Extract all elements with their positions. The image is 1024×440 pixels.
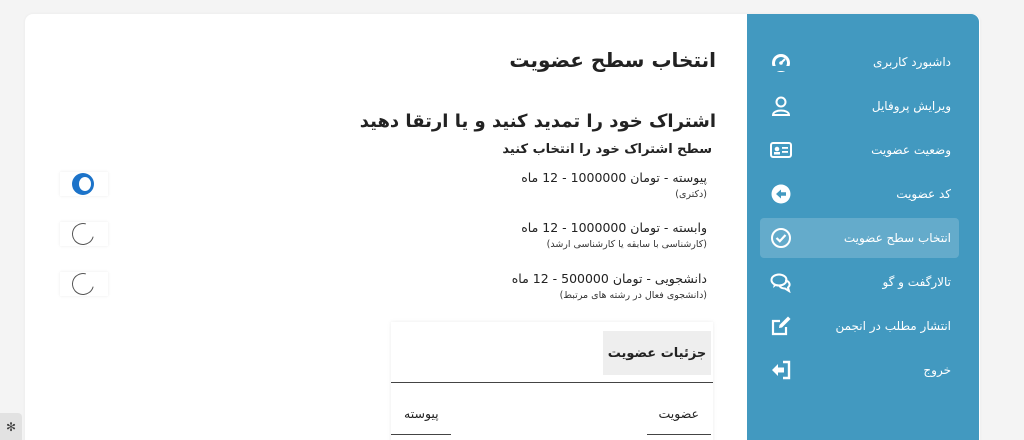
plan-radio-full[interactable]	[60, 172, 108, 196]
sidebar-item-label: داشبورد کاربری	[872, 55, 951, 69]
plan-option-text: دانشجویی - تومان 500000 - 12 ماه	[511, 271, 707, 286]
user-icon	[770, 95, 792, 117]
renew-upgrade-heading: اشتراک خود را تمدید کنید و یا ارتقا دهید	[359, 111, 716, 132]
plan-radio-associate[interactable]	[60, 222, 108, 246]
check-circle-icon	[770, 227, 792, 249]
plan-option-note: (کارشناسی با سابقه یا کارشناسی ارشد)	[546, 239, 707, 250]
membership-details-table	[391, 322, 713, 440]
sidebar-item-label: انتشار مطلب در انجمن	[835, 319, 951, 333]
sidebar-item-publish-post[interactable]	[760, 306, 959, 346]
sidebar	[747, 14, 979, 440]
sidebar-item-membership-code[interactable]	[760, 174, 959, 214]
gear-icon: ✻	[5, 419, 17, 434]
details-row-value: پیوسته	[404, 406, 439, 421]
plan-option-student	[512, 271, 707, 301]
sidebar-item-dashboard[interactable]	[760, 42, 959, 82]
edit-icon	[770, 315, 792, 337]
radio-unselected-icon[interactable]	[68, 269, 98, 299]
sidebar-item-forum[interactable]	[760, 262, 959, 302]
sidebar-item-edit-profile[interactable]	[760, 86, 959, 126]
comments-icon	[770, 271, 792, 293]
settings-gear-button[interactable]	[0, 413, 22, 440]
plan-option-text: پیوسته - تومان 1000000 - 12 ماه	[521, 170, 707, 185]
arrow-left-circle-icon	[770, 183, 792, 205]
page-title: انتخاب سطح عضویت	[509, 48, 716, 72]
plan-option-note: (دانشجوی فعال در رشته های مرتبط)	[559, 290, 707, 301]
sidebar-item-logout[interactable]	[760, 350, 959, 390]
divider	[647, 434, 711, 435]
choose-level-label: سطح اشتراک خود را انتخاب کنید	[502, 142, 712, 157]
plan-radio-student[interactable]	[60, 272, 108, 296]
id-card-icon	[770, 139, 792, 161]
sidebar-item-label: وضعیت عضویت	[871, 143, 951, 157]
sidebar-item-label: خروج	[923, 363, 951, 377]
sign-out-icon	[770, 359, 792, 381]
radio-unselected-icon[interactable]	[68, 219, 98, 249]
dashboard-gauge-icon	[770, 51, 792, 73]
plan-option-associate	[521, 220, 707, 250]
details-title: جزئیات عضویت	[603, 331, 711, 375]
divider	[391, 434, 451, 435]
sidebar-item-label: تالارگفت و گو	[882, 275, 951, 289]
plan-option-text: وابسته - تومان 1000000 - 12 ماه	[521, 220, 707, 235]
plan-option-note: (دکتری)	[675, 189, 707, 200]
sidebar-item-membership-status[interactable]	[760, 130, 959, 170]
sidebar-item-label: انتخاب سطح عضویت	[843, 231, 951, 245]
plan-option-full	[521, 170, 707, 200]
sidebar-item-choose-level[interactable]	[760, 218, 959, 258]
details-row-key: عضویت	[658, 406, 699, 421]
divider	[391, 382, 713, 383]
radio-selected-icon[interactable]	[72, 173, 94, 195]
sidebar-item-label: کد عضویت	[896, 187, 951, 201]
sidebar-item-label: ویرایش پروفایل	[871, 99, 951, 113]
